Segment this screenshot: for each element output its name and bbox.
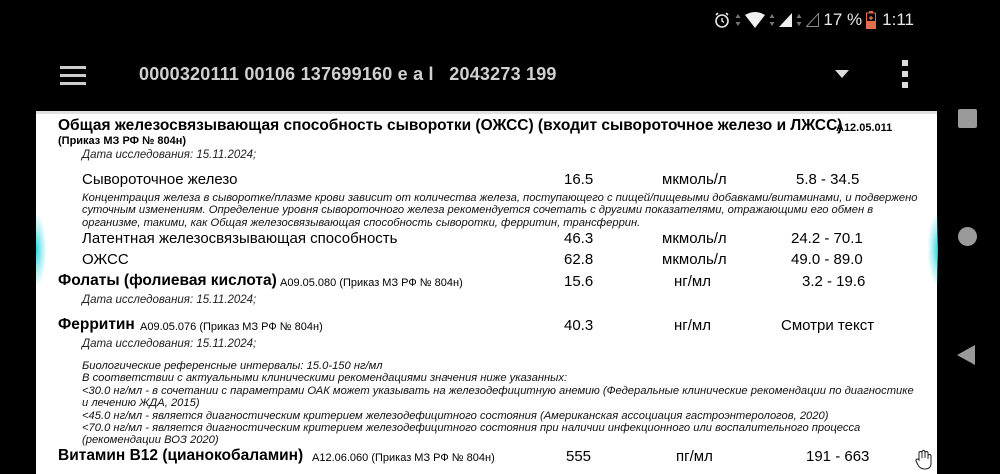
section-code-ferritin: A09.05.076 (Приказ МЗ РФ № 804н) — [140, 321, 323, 333]
status-bar — [0, 0, 1000, 42]
note-line: <45.0 нг/мл - является диагностическим критерием железодефицитного состояния (Американская ассоциация гастроэнтерологов, 2020) — [82, 409, 829, 422]
section-code-b12: A12.06.060 (Приказ МЗ РФ № 804н) — [312, 452, 495, 464]
back-triangle-icon[interactable] — [957, 345, 975, 365]
row-unit-tibc: мкмоль/л — [662, 251, 727, 268]
row-range-ferritin: Смотри текст — [781, 317, 875, 334]
note-line: (рекомендации ВОЗ 2020) — [82, 434, 219, 447]
row-unit-b12: пг/мл — [676, 448, 713, 465]
row-unit-folates: нг/мл — [674, 273, 711, 290]
row-range-tibc: 49.0 - 89.0 — [791, 251, 863, 268]
row-value-serum-iron: 16.5 — [564, 171, 594, 188]
document-title: 0000320111 00106 137699160 e a l 2043273 199 — [139, 64, 557, 84]
more-vert-icon[interactable] — [900, 60, 910, 90]
system-nav-bar — [938, 90, 1000, 474]
dropdown-arrow-icon[interactable] — [835, 70, 849, 78]
section-code-folates: A09.05.080 (Приказ МЗ РФ № 804н) — [280, 277, 463, 289]
note-line: <70.0 нг/мл - является диагностическим критерием железодефицитного состояния при наличии инфекционного или воспалительного процесса — [82, 422, 861, 435]
signal-empty-icon — [806, 13, 819, 27]
hand-grab-icon — [914, 449, 934, 471]
status-icons — [713, 10, 914, 30]
note-line: Концентрация железа в сыворотке/плазме крови зависит от количества железа, поступающего с пищей/пищевыми добавками/витаминами, и подвержено — [82, 192, 918, 204]
row-range-latent-ibc: 24.2 - 70.1 — [791, 230, 863, 247]
row-unit-serum-iron: мкмоль/л — [662, 171, 727, 188]
wifi-icon — [745, 12, 765, 28]
note-serum-iron — [82, 192, 918, 229]
note-line: суточным изменениям. Определение уровня сывороточного железа рекомендуется сочетать с другими показателями, отражающими его обмен в — [82, 204, 874, 217]
study-date: Дата исследования: 15.11.2024; — [82, 294, 257, 306]
row-name-tibc: ОЖСС — [82, 251, 129, 268]
row-range-folates: 3.2 - 19.6 — [802, 273, 866, 290]
page-top-edge — [36, 111, 937, 114]
row-range-serum-iron: 5.8 - 34.5 — [796, 171, 860, 188]
data-arrows-icon — [735, 13, 741, 27]
data-arrows-icon — [796, 13, 802, 27]
note-line: и лечению ЖДА, 2015) — [82, 397, 200, 410]
row-range-b12: 191 - 663 — [806, 448, 870, 465]
note-line: В соответствии с актуальными клиническими рекомендациями значения ниже указанных: — [82, 372, 568, 385]
note-line: Биологические референсные интервалы: 15.0-150 нг/мл — [82, 360, 383, 372]
battery-low-icon — [866, 11, 876, 29]
section-title-tibc: Общая железосвязывающая способность сыворотки (ОЖСС) (входит сывороточное железо и ЛЖСС) — [58, 117, 843, 134]
clock: 1:11 — [882, 10, 914, 29]
signal-icon — [779, 13, 792, 27]
document-page[interactable] — [36, 111, 937, 474]
row-value-b12: 555 — [566, 448, 592, 465]
home-circle-icon[interactable] — [958, 227, 977, 246]
row-name-serum-iron: Сывороточное железо — [82, 171, 238, 188]
note-line: организме, такими, как Общая железосвязывающая способность сыворотки, ферритин, трансферрин. — [82, 216, 641, 229]
edge-glow-left — [36, 215, 46, 285]
row-value-folates: 15.6 — [564, 273, 594, 290]
data-arrows-icon — [769, 13, 775, 27]
section-code-tibc: A12.05.011 — [836, 122, 893, 134]
section-title-ferritin: Ферритин — [58, 316, 135, 333]
app-bar — [0, 50, 1000, 102]
study-date: Дата исследования: 15.11.2024; — [82, 338, 257, 350]
row-unit-latent-ibc: мкмоль/л — [662, 230, 727, 247]
row-name-latent-ibc: Латентная железосвязывающая способность — [82, 230, 398, 247]
battery-percent: 17 % — [823, 10, 863, 29]
hamburger-menu-icon[interactable] — [60, 66, 86, 86]
row-value-ferritin: 40.3 — [564, 317, 594, 334]
row-value-tibc: 62.8 — [564, 251, 594, 268]
section-order-tibc: (Приказ МЗ РФ № 804н) — [58, 135, 187, 147]
row-unit-ferritin: нг/мл — [674, 317, 711, 334]
recents-square-icon[interactable] — [958, 109, 977, 128]
section-title-folates: Фолаты (фолиевая кислота) — [58, 272, 277, 289]
study-date: Дата исследования: 15.11.2024; — [82, 149, 257, 161]
alarm-icon — [713, 11, 731, 29]
section-title-b12: Витамин B12 (цианокобаламин) — [58, 447, 304, 464]
row-value-latent-ibc: 46.3 — [564, 230, 594, 247]
note-line: <30.0 нг/мл - в сочетании с параметрами ОАК может указывать на железодефицитную анемию (Федеральные клинические рекомендации по диагностике — [82, 384, 914, 397]
note-ferritin — [82, 360, 914, 447]
edge-glow-right — [928, 215, 938, 285]
